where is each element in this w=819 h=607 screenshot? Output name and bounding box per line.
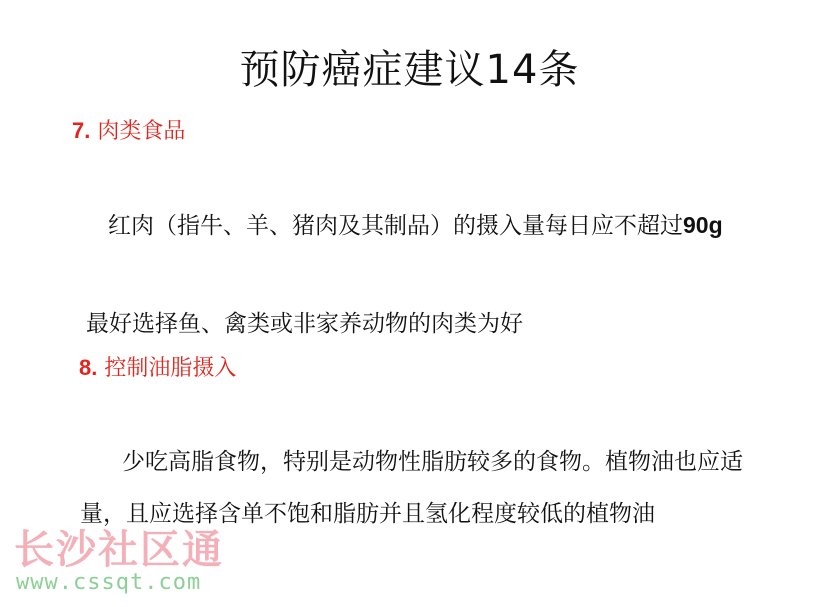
slide-title: 预防癌症建议14条 [239,47,580,93]
red-meat-text: 红肉（指牛、羊、猪肉及其制品）的摄入量每日应不超过 [108,213,683,239]
red-meat-amount: 90g [683,212,723,238]
site-watermark [8,526,238,601]
section-8-number: 8. [79,355,98,380]
fish-poultry-paragraph: 最好选择鱼、禽类或非家养动物的肉类为好 [86,311,523,337]
section-7-title: 肉类食品 [97,119,186,144]
red-meat-paragraph [80,199,780,252]
watermark-chinese: 长沙社区通 [14,527,224,573]
section-7-heading [72,116,185,147]
section-8-heading [79,353,236,384]
watermark-url: www.cssqt.com [16,570,202,595]
section-8-title: 控制油脂摄入 [104,356,237,381]
fat-intake-paragraph: 少吃高脂食物，特别是动物性脂肪较多的食物。植物油也应适量，且应选择含单不饱和脂肪并且氢化程度较低的植物油 [80,449,743,527]
section-7-number: 7. [72,118,91,143]
